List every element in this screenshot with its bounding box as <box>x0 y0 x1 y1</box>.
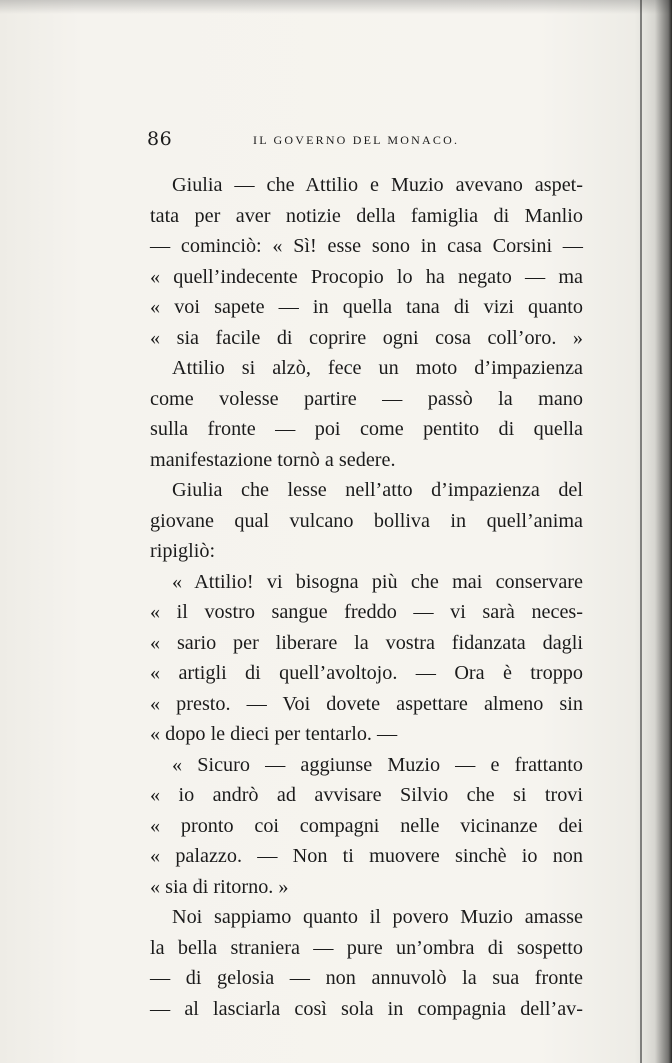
text-line: ripigliò: <box>150 540 216 562</box>
text-line: « io andrò ad avvisare Silvio che si trovi <box>150 784 583 806</box>
text-line: sulla fronte — poi come pentito di quella <box>150 418 583 440</box>
text-line: « sario per liberare la vostra fidanzata dagli <box>150 631 583 654</box>
text-line: Attilio si alzò, fece un moto d’impazienza <box>172 357 583 379</box>
text-line: Giulia — che Attilio e Muzio avevano aspet- <box>172 174 583 196</box>
text-line: « palazzo. — Non ti muovere sinchè io non <box>150 845 583 867</box>
text-line: come volesse partire — passò la mano <box>150 387 583 410</box>
text-line: « dopo le dieci per tentarlo. — <box>150 723 398 745</box>
text-line: « sia facile di coprire ogni cosa coll’oro. » <box>150 326 583 349</box>
text-line: tata per aver notizie della famiglia di Manlio <box>150 204 583 227</box>
text-line: — di gelosia — non annuvolò la sua fronte <box>150 967 583 989</box>
page-top-shadow <box>0 0 672 14</box>
running-head: IL GOVERNO DEL MONACO. <box>253 133 460 147</box>
text-line: « Sicuro — aggiunse Muzio — e frattanto <box>172 753 583 776</box>
text-line: « presto. — Voi dovete aspettare almeno sin <box>150 692 583 715</box>
text-line: la bella straniera — pure un’ombra di sospetto <box>150 936 583 959</box>
text-line: « pronto coi compagni nelle vicinanze dei <box>150 814 583 837</box>
text-line: « il vostro sangue freddo — vi sarà neces- <box>150 601 583 623</box>
text-line: « Attilio! vi bisogna più che mai conservare <box>172 570 583 593</box>
text-line: Noi sappiamo quanto il povero Muzio amasse <box>172 906 583 928</box>
text-line: Giulia che lesse nell’atto d’impazienza del <box>172 479 583 501</box>
body-text <box>150 170 583 1024</box>
binding-edge <box>640 0 642 1063</box>
text-line: giovane qual vulcano bolliva in quell’anima <box>150 509 583 532</box>
page-number: 86 <box>147 128 173 150</box>
text-line: « voi sapete — in quella tana di vizi quanto <box>150 296 583 318</box>
text-line: — cominciò: « Sì! esse sono in casa Corsini — <box>150 235 583 257</box>
text-line: « sia di ritorno. » <box>150 875 289 898</box>
text-line: manifestazione tornò a sedere. <box>150 448 396 471</box>
text-line: « quell’indecente Procopio lo ha negato — ma <box>150 265 583 288</box>
page-header <box>147 128 587 156</box>
text-line: — al lasciarla così sola in compagnia dell’av- <box>150 997 583 1020</box>
text-line: « artigli di quell’avoltojo. — Ora è troppo <box>150 662 583 684</box>
